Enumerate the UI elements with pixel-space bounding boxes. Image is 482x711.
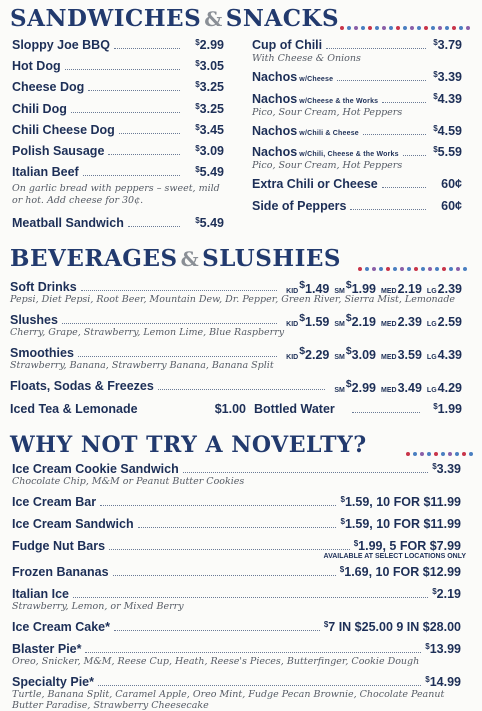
price-value: 3.45	[199, 122, 224, 137]
price-value: 3.25	[199, 80, 224, 95]
dot-leader	[128, 226, 180, 227]
availability-note: AVAILABLE AT SELECT LOCATIONS ONLY	[323, 553, 466, 560]
item-name: Slushes	[10, 313, 58, 327]
dollar-sign: $	[433, 70, 438, 79]
price-value: 3.05	[199, 59, 224, 74]
price-value: 60¢	[441, 198, 462, 213]
price-value: 3.39	[436, 462, 461, 476]
dot	[448, 452, 452, 456]
size-label-sm: SM	[334, 288, 345, 296]
size-price-lg: 2.39	[437, 282, 462, 297]
dollar-sign: $	[425, 675, 430, 684]
dot	[393, 267, 397, 271]
dot-leader	[352, 412, 420, 413]
item-price	[195, 102, 224, 116]
size-price-sm: 1.99	[351, 282, 377, 297]
dot-leader	[78, 356, 277, 357]
size-label-lg: LG	[426, 354, 437, 362]
item-description: or hot. Add cheese for 30¢.	[12, 195, 144, 207]
item-name: Nachos w/Cheese	[252, 70, 334, 84]
menu-item	[10, 402, 246, 420]
size-label-med: MED	[381, 387, 397, 395]
item-name: Chili Cheese Dog	[12, 122, 115, 137]
item-name: Soft Drinks	[10, 280, 77, 294]
item-name: Nachos w/Cheese & the Works	[252, 91, 379, 106]
dot	[462, 452, 466, 456]
size-prices	[281, 346, 462, 362]
item-description: Chocolate Chip, M&M or Peanut Butter Cookies	[12, 476, 245, 487]
item-price	[433, 70, 462, 84]
item-name: Italian Beef	[12, 165, 79, 180]
dot	[386, 267, 390, 271]
dot	[400, 267, 404, 271]
size-label-sm: SM	[334, 321, 345, 329]
item-description: Oreo, Snicker, M&M, Reese Cup, Heath, Reese's Pieces, Butterfinger, Cookie Dough	[12, 656, 420, 667]
item-price	[425, 642, 461, 656]
item-price	[195, 144, 224, 158]
menu-item	[252, 199, 462, 217]
item-description: Cherry, Grape, Strawberry, Lemon Lime, Blue Raspberry	[10, 327, 285, 338]
menu-item	[252, 124, 462, 142]
item-price	[195, 165, 224, 179]
dot-leader	[158, 389, 325, 390]
item-name: Ice Cream Bar	[12, 495, 97, 509]
size-label-kid: KID	[286, 321, 299, 329]
item-price	[354, 539, 461, 553]
item-name: Ice Cream Cake*	[12, 620, 110, 634]
item-variant: w/Chili & Cheese	[297, 129, 359, 137]
item-price	[432, 462, 461, 476]
decorative-dots	[356, 258, 474, 264]
item-price	[324, 620, 461, 634]
item-name: Extra Chili or Cheese	[252, 177, 378, 191]
section-title-beverages	[10, 246, 341, 272]
size-price-kid: 1.59	[305, 315, 330, 330]
dollar-sign: $	[432, 462, 437, 471]
size-label-kid: KID	[286, 354, 299, 362]
menu-item	[12, 495, 461, 513]
size-label-med: MED	[381, 354, 397, 362]
section-title-part: SLUSHIES	[202, 245, 341, 272]
menu-item	[12, 59, 224, 77]
dot	[410, 26, 414, 30]
item-price	[195, 38, 224, 52]
size-label-kid: KID	[286, 288, 299, 296]
item-price	[195, 216, 224, 230]
size-price-lg: 2.59	[437, 315, 462, 330]
price-value: 1.99, 5 FOR $7.99	[358, 539, 461, 553]
item-name: Polish Sausage	[12, 144, 105, 158]
size-price-sm: 2.99	[351, 381, 377, 396]
section-title-part: WHY NOT TRY A NOVELTY?	[10, 432, 367, 458]
dollar-sign: $	[433, 145, 438, 154]
size-price-med: 2.19	[397, 282, 422, 297]
dollar-sign: $	[195, 144, 200, 153]
dot	[459, 26, 463, 30]
item-description: Strawberry, Lemon, or Mixed Berry	[12, 601, 184, 612]
menu-item	[10, 379, 462, 397]
item-price	[340, 517, 461, 531]
price-value: 3.09	[199, 144, 224, 158]
item-name: Bottled Water	[254, 402, 335, 416]
item-name: Frozen Bananas	[12, 565, 109, 579]
dot	[413, 452, 417, 456]
dot	[442, 267, 446, 271]
dot-leader	[382, 102, 426, 103]
item-name: Side of Peppers	[252, 198, 347, 213]
item-name: Ice Cream Cookie Sandwich	[12, 462, 179, 476]
size-price-lg: 4.29	[437, 381, 462, 396]
dot	[456, 267, 460, 271]
menu-item	[12, 80, 224, 98]
dot-leader	[114, 630, 320, 631]
price-value: 5.49	[199, 216, 224, 231]
dot	[431, 26, 435, 30]
dot	[427, 452, 431, 456]
size-label-lg: LG	[426, 288, 437, 296]
price-value: 3.25	[199, 101, 224, 116]
dot-leader	[109, 549, 350, 550]
item-name: Cheese Dog	[12, 80, 85, 95]
item-description: With Cheese & Onions	[252, 53, 361, 64]
dot-leader	[71, 112, 180, 113]
dot-leader	[363, 134, 426, 135]
item-name: Fudge Nut Bars	[12, 539, 106, 553]
dot-leader	[138, 527, 336, 528]
item-price: $1.00	[214, 402, 246, 416]
item-price	[433, 145, 462, 159]
dot-leader	[85, 652, 421, 653]
item-variant: w/Cheese	[297, 76, 334, 83]
price-value: 1.99	[437, 402, 462, 416]
dot	[417, 26, 421, 30]
dot	[368, 26, 372, 30]
decorative-dots	[404, 443, 474, 449]
price-value: 1.59, 10 FOR $11.99	[344, 517, 461, 531]
item-description: Pepsi, Diet Pepsi, Root Beer, Mountain Dew, Dr. Pepper, Green River, Sierra Mist, Lemonade	[10, 294, 456, 305]
dollar-sign: $	[195, 59, 200, 69]
dot	[414, 267, 418, 271]
item-name: Meatball Sandwich	[12, 216, 124, 231]
item-name: Blaster Pie*	[12, 642, 82, 656]
section-title-part: SNACKS	[225, 5, 340, 32]
price-value: 7 IN $25.00 9 IN $28.00	[328, 620, 461, 634]
dot	[434, 452, 438, 456]
dot-leader	[100, 505, 336, 506]
item-price	[425, 675, 461, 689]
dot-leader	[183, 472, 428, 473]
dot	[463, 267, 467, 271]
dot	[406, 452, 410, 456]
dollar-sign: $	[195, 216, 200, 226]
price-value: 2.19	[436, 587, 461, 601]
item-name: Chili Dog	[12, 101, 67, 116]
dot	[375, 26, 379, 30]
dollar-sign: $	[345, 313, 352, 324]
price-value: 5.59	[437, 145, 462, 159]
dollar-sign: $	[195, 165, 200, 175]
dot	[407, 267, 411, 271]
dot	[445, 26, 449, 30]
menu-item	[12, 565, 461, 583]
price-value: 1.59, 10 FOR $11.99	[344, 495, 461, 509]
item-name: Cup of Chili	[252, 38, 323, 52]
item-name: Smoothies	[10, 346, 74, 360]
dollar-sign: $	[195, 80, 200, 90]
item-name: Hot Dog	[12, 59, 61, 74]
menu-item	[12, 620, 461, 638]
size-label-sm: SM	[334, 387, 345, 395]
size-label-lg: LG	[426, 387, 437, 395]
item-description: Butter Paradise, Strawberry Cheesecake	[12, 700, 209, 711]
dollar-sign: $	[432, 587, 437, 596]
size-price-sm: 2.19	[351, 315, 377, 330]
dot	[438, 26, 442, 30]
dollar-sign: $	[345, 346, 352, 357]
price-value: 5.49	[199, 165, 224, 180]
menu-item	[12, 517, 461, 535]
menu-item	[254, 402, 462, 420]
dot-leader	[62, 323, 277, 324]
dot-leader	[382, 187, 426, 188]
dot	[421, 267, 425, 271]
price-value: 3.79	[437, 38, 462, 52]
size-label-lg: LG	[426, 321, 437, 329]
dot-leader	[73, 597, 428, 598]
item-name: Nachos w/Chili, Cheese & the Works	[252, 145, 399, 159]
menu-item	[12, 216, 224, 234]
price-value: 13.99	[429, 642, 461, 656]
dot-leader	[81, 290, 277, 291]
dot-leader	[114, 48, 180, 49]
size-prices	[281, 313, 462, 329]
item-description: On garlic bread with peppers – sweet, mild	[12, 183, 220, 195]
dot-leader	[88, 90, 180, 91]
dot-leader	[83, 175, 180, 176]
price-value: 3.39	[437, 70, 462, 84]
item-price	[433, 38, 462, 52]
size-price-med: 3.49	[397, 381, 422, 396]
menu-item	[12, 165, 224, 183]
dot	[358, 267, 362, 271]
size-price-med: 2.39	[397, 315, 422, 330]
menu-item	[252, 70, 462, 88]
item-description: Pico, Sour Cream, Hot Peppers	[252, 160, 403, 171]
menu-item	[12, 38, 224, 56]
size-price-kid: 2.29	[305, 348, 330, 363]
size-label-sm: SM	[334, 354, 345, 362]
dollar-sign: $	[345, 280, 352, 291]
dot	[466, 26, 470, 30]
size-prices	[329, 379, 462, 395]
item-name: Sloppy Joe BBQ	[12, 38, 110, 52]
dot	[354, 26, 358, 30]
price-value: 14.99	[429, 675, 461, 689]
section-title-part: SANDWICHES	[10, 5, 202, 32]
dot	[340, 26, 344, 30]
size-label-med: MED	[381, 288, 397, 296]
dot	[361, 26, 365, 30]
section-title-sandwiches	[10, 6, 339, 32]
item-description: Pico, Sour Cream, Hot Peppers	[252, 106, 403, 118]
dollar-sign: $	[340, 495, 345, 504]
dot-leader	[119, 133, 180, 134]
item-description: Turtle, Banana Split, Caramel Apple, Oreo Mint, Fudge Pecan Brownie, Chocolate Peanut	[12, 689, 445, 700]
dollar-sign: $	[433, 123, 438, 133]
dot-leader	[350, 209, 426, 210]
dot	[372, 267, 376, 271]
dot	[424, 26, 428, 30]
item-name: Iced Tea & Lemonade	[10, 402, 138, 416]
dot	[379, 267, 383, 271]
dot	[435, 267, 439, 271]
dot-leader	[113, 575, 336, 576]
menu-item	[12, 123, 224, 141]
decorative-dots	[338, 17, 474, 23]
section-title-novelty	[10, 432, 367, 458]
dot	[389, 26, 393, 30]
ampersand: &	[180, 247, 200, 271]
item-price	[195, 59, 224, 73]
dollar-sign: $	[299, 280, 306, 291]
item-price	[441, 177, 462, 191]
item-variant: w/Cheese & the Works	[297, 97, 379, 105]
dollar-sign: $	[345, 379, 352, 390]
menu-item	[252, 177, 462, 195]
dot	[403, 26, 407, 30]
size-label-med: MED	[381, 321, 397, 329]
dot	[420, 452, 424, 456]
dot-leader	[108, 154, 180, 155]
section-title-part: BEVERAGES	[10, 245, 178, 272]
dot	[441, 452, 445, 456]
dollar-sign: $	[195, 38, 200, 47]
dollar-sign: $	[195, 101, 200, 111]
dollar-sign: $	[433, 38, 438, 47]
price-value: 4.59	[437, 123, 462, 138]
size-price-lg: 4.39	[437, 348, 462, 363]
item-name: Nachos w/Chili & Cheese	[252, 123, 359, 138]
dollar-sign: $	[340, 517, 345, 526]
dollar-sign: $	[433, 91, 438, 101]
item-price	[433, 92, 462, 106]
dot	[452, 26, 456, 30]
dot	[365, 267, 369, 271]
dot	[347, 26, 351, 30]
price-value: 4.39	[437, 91, 462, 106]
item-name: Italian Ice	[12, 587, 69, 601]
dollar-sign: $	[299, 346, 306, 357]
size-price-sm: 3.09	[351, 348, 377, 363]
dollar-sign: $	[323, 620, 329, 629]
ampersand: &	[204, 7, 223, 31]
item-name: Ice Cream Sandwich	[12, 517, 134, 531]
item-price	[340, 495, 461, 509]
item-price: $1.99	[433, 402, 462, 416]
dollar-sign: $	[353, 539, 359, 548]
dot	[428, 267, 432, 271]
item-price	[433, 124, 462, 138]
price-value: 60¢	[441, 177, 462, 191]
size-price-kid: 1.49	[305, 282, 330, 297]
item-price	[432, 587, 461, 601]
dot	[396, 26, 400, 30]
dot-leader	[326, 48, 426, 49]
dollar-sign: $	[339, 565, 345, 574]
dollar-sign: $	[425, 642, 430, 651]
item-variant: w/Chili, Cheese & the Works	[297, 151, 399, 158]
item-price	[195, 80, 224, 94]
dot-leader	[65, 69, 180, 70]
item-price	[195, 123, 224, 137]
price-value: 1.69, 10 FOR $12.99	[344, 565, 461, 579]
dot	[469, 452, 473, 456]
dollar-sign: $	[195, 122, 200, 132]
price-value: 2.99	[199, 38, 224, 52]
dot-leader	[337, 80, 426, 81]
size-price-med: 3.59	[397, 348, 422, 363]
dot	[382, 26, 386, 30]
item-price	[441, 199, 462, 213]
item-name: Specialty Pie*	[12, 675, 94, 689]
menu-item	[12, 102, 224, 120]
menu-item	[12, 144, 224, 162]
dollar-sign: $	[299, 313, 306, 324]
dot	[455, 452, 459, 456]
dot-leader	[98, 685, 421, 686]
item-price	[340, 565, 461, 579]
item-description: Strawberry, Banana, Strawberry Banana, Banana Split	[10, 360, 274, 371]
dot	[449, 267, 453, 271]
item-name: Floats, Sodas & Freezes	[10, 379, 154, 393]
dot-leader	[403, 155, 426, 156]
